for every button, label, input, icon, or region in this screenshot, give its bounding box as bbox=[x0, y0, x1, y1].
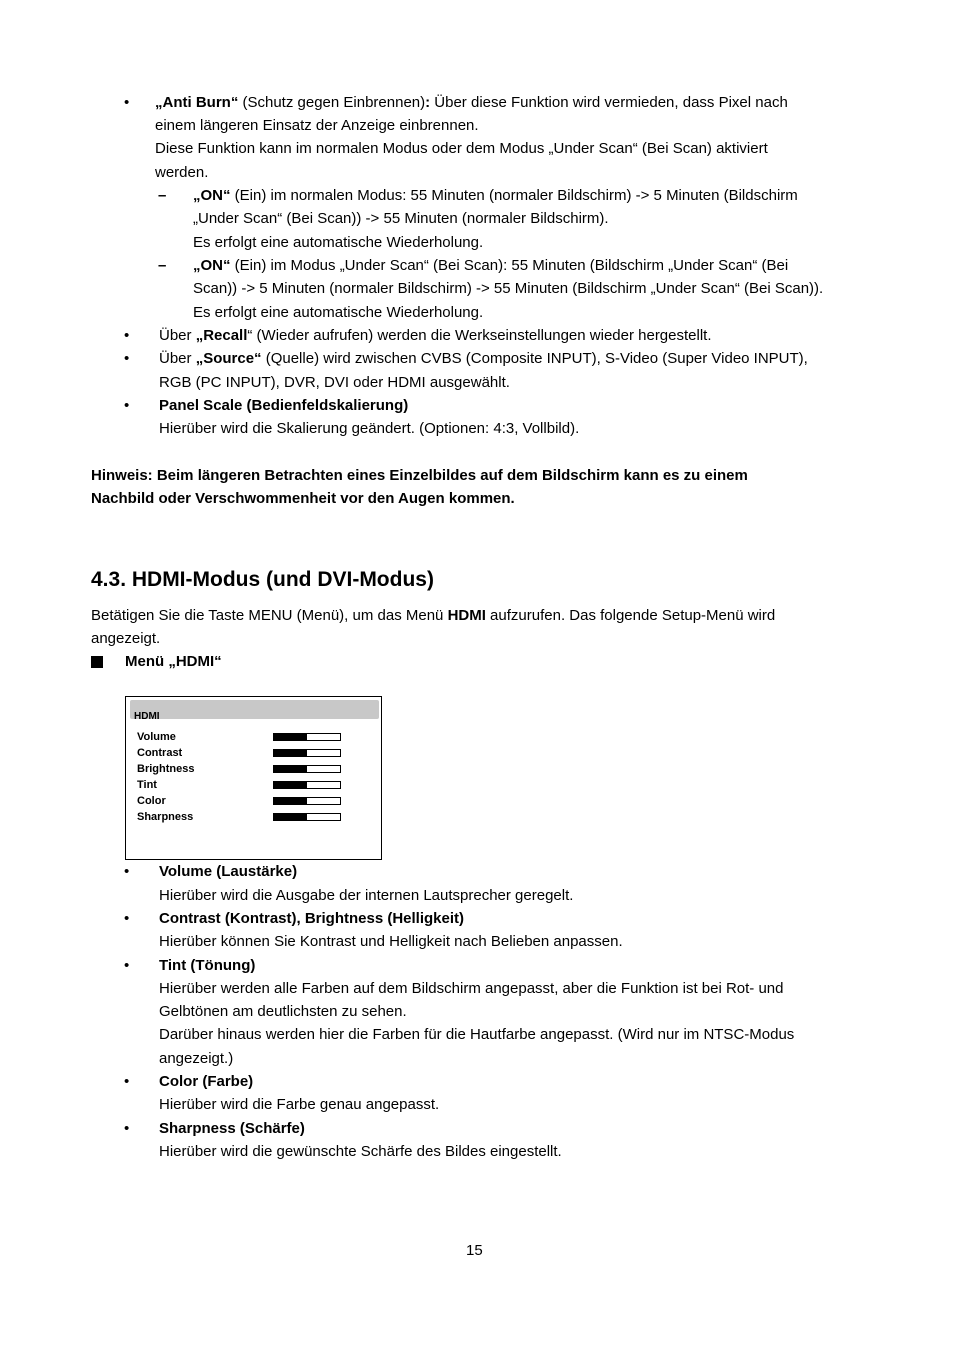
menu-item-label: Color bbox=[137, 795, 166, 807]
menu-item-slider-fill bbox=[274, 734, 307, 740]
contrast-title: Contrast (Kontrast), Brightness (Helligkeit) bbox=[159, 910, 465, 927]
sharpness-desc: Hierüber wird die gewünschte Schärfe des Bildes eingestellt. bbox=[159, 1143, 562, 1160]
on-normal-title: „ON“ bbox=[193, 187, 231, 204]
menu-item-slider-fill bbox=[274, 814, 307, 820]
tint-desc-1: Hierüber werden alle Farben auf dem Bildschirm angepasst, aber die Funktion ist bei Rot- und bbox=[159, 980, 784, 997]
menu-item-label: Tint bbox=[137, 779, 157, 791]
menu-item-slider bbox=[273, 749, 341, 757]
menu-item-slider-fill bbox=[274, 766, 307, 772]
panel-scale-desc: Hierüber wird die Skalierung geändert. (Optionen: 4:3, Vollbild). bbox=[159, 420, 580, 437]
anti-burn-line-4: werden. bbox=[155, 164, 209, 181]
bullet-icon: • bbox=[124, 1120, 130, 1137]
on-normal-line-1 bbox=[193, 187, 798, 205]
menu-item-slider-fill bbox=[274, 782, 307, 788]
bullet-icon: • bbox=[124, 957, 130, 974]
source-line-2: RGB (PC INPUT), DVR, DVI oder HDMI ausgewählt. bbox=[159, 374, 510, 391]
on-normal-line-2: „Under Scan“ (Bei Scan)) -> 55 Minuten (normaler Bildschirm). bbox=[193, 210, 609, 227]
anti-burn-line-3: Diese Funktion kann im normalen Modus oder dem Modus „Under Scan“ (Bei Scan) aktiviert bbox=[155, 140, 768, 157]
section-intro-bold: HDMI bbox=[447, 607, 486, 624]
on-normal-line-3: Es erfolgt eine automatische Wiederholung. bbox=[193, 234, 484, 251]
bullet-icon: • bbox=[124, 94, 130, 111]
menu-label: Menü „HDMI“ bbox=[125, 653, 222, 670]
on-underscan-line-2: Scan)) -> 5 Minuten (normaler Bildschirm) -> 55 Minuten (Bildschirm „Under Scan“ (Bei Scan)). bbox=[193, 280, 824, 297]
sharpness-title: Sharpness (Schärfe) bbox=[159, 1120, 305, 1137]
section-intro-line-1 bbox=[91, 607, 775, 625]
color-desc: Hierüber wird die Farbe genau angepasst. bbox=[159, 1096, 440, 1113]
hdmi-menu-figure bbox=[125, 696, 382, 860]
volume-desc: Hierüber wird die Ausgabe der internen Lautsprecher geregelt. bbox=[159, 887, 574, 904]
contrast-desc: Hierüber können Sie Kontrast und Helligkeit nach Belieben anpassen. bbox=[159, 933, 623, 950]
menu-item-slider bbox=[273, 797, 341, 805]
source-desc: (Quelle) wird zwischen CVBS (Composite INPUT), S-Video (Super Video INPUT), bbox=[261, 350, 808, 367]
tint-title: Tint (Tönung) bbox=[159, 957, 256, 974]
section-intro-post: aufzurufen. Das folgende Setup-Menü wird bbox=[485, 607, 776, 624]
recall-title: „Recall bbox=[195, 327, 248, 344]
on-underscan-line-3: Es erfolgt eine automatische Wiederholung. bbox=[193, 304, 484, 321]
menu-item-label: Brightness bbox=[137, 763, 195, 775]
source-line-1 bbox=[159, 350, 808, 368]
recall-line bbox=[159, 327, 712, 345]
menu-title: HDMI bbox=[134, 711, 160, 722]
hinweis-line-2: Nachbild oder Verschwommenheit vor den Augen kommen. bbox=[91, 490, 515, 507]
anti-burn-colon: : bbox=[425, 94, 431, 111]
bullet-icon: • bbox=[124, 397, 130, 414]
section-intro-pre: Betätigen Sie die Taste MENU (Menü), um das Menü bbox=[91, 607, 448, 624]
on-underscan-title: „ON“ bbox=[193, 257, 231, 274]
bullet-icon: • bbox=[124, 863, 130, 880]
dash-icon: – bbox=[158, 187, 167, 204]
square-bullet-icon bbox=[91, 656, 103, 668]
menu-item-label: Sharpness bbox=[137, 811, 194, 823]
bullet-icon: • bbox=[124, 910, 130, 927]
anti-burn-desc: Über diese Funktion wird vermieden, dass Pixel nach bbox=[430, 94, 788, 111]
bullet-icon: • bbox=[124, 327, 130, 344]
menu-item-slider bbox=[273, 765, 341, 773]
bullet-icon: • bbox=[124, 1073, 130, 1090]
section-heading: 4.3. HDMI-Modus (und DVI-Modus) bbox=[91, 568, 434, 591]
menu-item-label: Contrast bbox=[137, 747, 183, 759]
anti-burn-line-2: einem längeren Einsatz der Anzeige einbrennen. bbox=[155, 117, 479, 134]
anti-burn-subtitle: (Schutz gegen Einbrennen) bbox=[238, 94, 426, 111]
menu-item-slider-fill bbox=[274, 798, 307, 804]
recall-desc: “ (Wieder aufrufen) werden die Werkseinstellungen wieder hergestellt. bbox=[247, 327, 712, 344]
bullet-icon: • bbox=[124, 350, 130, 367]
color-title: Color (Farbe) bbox=[159, 1073, 254, 1090]
on-normal-desc: (Ein) im normalen Modus: 55 Minuten (normaler Bildschirm) -> 5 Minuten (Bildschirm bbox=[230, 187, 798, 204]
recall-pre: Über bbox=[159, 327, 196, 344]
tint-desc-2: Gelbtönen am deutlichsten zu sehen. bbox=[159, 1003, 407, 1020]
menu-item-slider bbox=[273, 781, 341, 789]
on-underscan-line-1 bbox=[193, 257, 788, 275]
on-underscan-desc: (Ein) im Modus „Under Scan“ (Bei Scan): 55 Minuten (Bildschirm „Under Scan“ (Bei bbox=[230, 257, 789, 274]
anti-burn-line-1 bbox=[155, 94, 788, 112]
hinweis-line-1: Hinweis: Beim längeren Betrachten eines Einzelbildes auf dem Bildschirm kann es zu einem bbox=[91, 467, 748, 484]
menu-item-label: Volume bbox=[137, 731, 176, 743]
page-number: 15 bbox=[466, 1242, 483, 1259]
menu-item-slider bbox=[273, 733, 341, 741]
anti-burn-title: „Anti Burn“ bbox=[155, 94, 239, 111]
source-title: „Source“ bbox=[195, 350, 262, 367]
menu-title-bar bbox=[130, 700, 379, 719]
tint-desc-4: angezeigt.) bbox=[159, 1050, 234, 1067]
section-intro-line-2: angezeigt. bbox=[91, 630, 161, 647]
tint-desc-3: Darüber hinaus werden hier die Farben für die Hautfarbe angepasst. (Wird nur im NTSC-Modus bbox=[159, 1026, 795, 1043]
dash-icon: – bbox=[158, 257, 167, 274]
panel-scale-title: Panel Scale (Bedienfeldskalierung) bbox=[159, 397, 409, 414]
source-pre: Über bbox=[159, 350, 196, 367]
menu-item-slider-fill bbox=[274, 750, 307, 756]
volume-title: Volume (Laustärke) bbox=[159, 863, 298, 880]
menu-item-slider bbox=[273, 813, 341, 821]
